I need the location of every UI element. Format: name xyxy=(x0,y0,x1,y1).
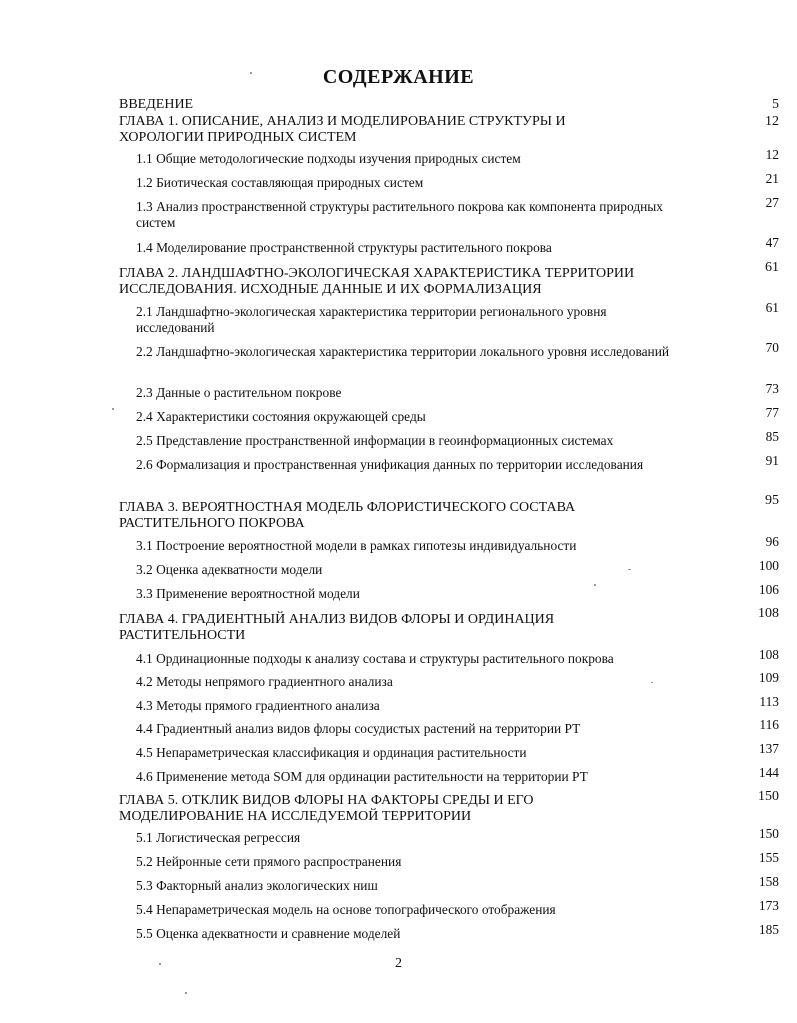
toc-entry-text: 2.5 Представление пространственной информации в геоинформационных системах xyxy=(136,433,614,448)
toc-entry-page: 95 xyxy=(765,493,779,508)
toc-entry-text: 5.4 Непараметрическая модель на основе топографического отображения xyxy=(136,902,556,917)
toc-entry-page: 113 xyxy=(759,694,779,709)
toc-entry-text: ГЛАВА 3. ВЕРОЯТНОСТНАЯ МОДЕЛЬ ФЛОРИСТИЧЕСКОГО СОСТАВА РАСТИТЕЛЬНОГО ПОКРОВА xyxy=(119,500,576,531)
toc-entry-page: 150 xyxy=(758,826,779,841)
toc-entry-text: 1.2 Биотическая составляющая природных систем xyxy=(136,175,424,190)
toc-entry-text: 5.5 Оценка адекватности и сравнение моделей xyxy=(136,926,401,941)
toc-entry-page: 27 xyxy=(765,195,779,210)
page-number: 2 xyxy=(395,956,402,971)
toc-entry-page: 85 xyxy=(765,429,779,444)
toc-entry-text: ГЛАВА 4. ГРАДИЕНТНЫЙ АНАЛИЗ ВИДОВ ФЛОРЫ И ОРДИНАЦИЯ РАСТИТЕЛЬНОСТИ xyxy=(119,612,555,643)
toc-entry-page: 150 xyxy=(758,789,779,804)
toc-entry-text: 5.1 Логистическая регрессия xyxy=(136,830,301,845)
toc-entry-page: 5 xyxy=(772,97,779,112)
toc-entry-page: 91 xyxy=(765,453,779,468)
toc-entry-text: 4.1 Ординационные подходы к анализу состава и структуры растительного покрова xyxy=(136,651,614,666)
toc-entry-page: 185 xyxy=(758,922,779,937)
scan-speck xyxy=(185,992,187,994)
toc-entry-page: 61 xyxy=(765,300,779,315)
toc-entry-text: 2.1 Ландшафтно-экологическая характеристика территории регионального уровня исследований xyxy=(136,304,607,335)
toc-entry-page: 73 xyxy=(765,381,779,396)
toc-entry-page: 96 xyxy=(765,534,779,549)
toc-entry-page: 155 xyxy=(758,850,779,865)
toc-entry-page: 77 xyxy=(765,405,779,420)
toc-entry-text: 2.3 Данные о растительном покрове xyxy=(136,385,342,400)
toc-entry-text: 3.2 Оценка адекватности модели xyxy=(136,562,323,577)
page-title: СОДЕРЖАНИЕ xyxy=(322,66,475,88)
toc-entry-page: 116 xyxy=(759,717,779,732)
scan-speck xyxy=(112,408,114,410)
toc-entry-page: 173 xyxy=(758,898,779,913)
scan-speck xyxy=(651,682,653,683)
toc-entry-page: 100 xyxy=(758,558,779,573)
toc-entry-page: 70 xyxy=(765,340,779,355)
scan-speck xyxy=(594,584,596,586)
toc-entry-text: 4.4 Градиентный анализ видов флоры сосудистых растений на территории РТ xyxy=(136,721,581,736)
toc-entry-text: 4.2 Методы непрямого градиентного анализа xyxy=(136,674,393,689)
toc-entry-page: 158 xyxy=(758,874,779,889)
toc-entry-text: 1.1 Общие методологические подходы изучения природных систем xyxy=(136,151,521,166)
toc-entry-text: ГЛАВА 5. ОТКЛИК ВИДОВ ФЛОРЫ НА ФАКТОРЫ СРЕДЫ И ЕГО МОДЕЛИРОВАНИЕ НА ИССЛЕДУЕМОЙ ТЕРРИТОРИИ xyxy=(119,793,534,824)
toc-entry-text: 2.4 Характеристики состояния окружающей среды xyxy=(136,409,426,424)
toc-entry-page: 106 xyxy=(758,582,779,597)
toc-entry-text: 1.3 Анализ пространственной структуры растительного покрова как компонента природных систем xyxy=(136,199,663,230)
toc-entry-page: 61 xyxy=(765,260,779,275)
scan-speck xyxy=(159,963,161,965)
toc-entry-text: ВВЕДЕНИЕ xyxy=(119,97,194,112)
toc-entry-text: 4.3 Методы прямого градиентного анализа xyxy=(136,698,380,713)
toc-entry-text: ГЛАВА 2. ЛАНДШАФТНО-ЭКОЛОГИЧЕСКАЯ ХАРАКТЕРИСТИКА ТЕРРИТОРИИ ИССЛЕДОВАНИЯ. ИСХОДНЫЕ ДАННЫЕ И ИХ ФОРМАЛИЗАЦИЯ xyxy=(119,266,635,297)
toc-entry-page: 109 xyxy=(758,670,779,685)
toc-entry-text: 5.3 Факторный анализ экологических ниш xyxy=(136,878,378,893)
toc-entry-text: 2.2 Ландшафтно-экологическая характеристика территории локального уровня исследований xyxy=(136,344,670,359)
toc-entry-page: 137 xyxy=(758,741,779,756)
scan-speck xyxy=(628,569,631,570)
toc-entry-page: 12 xyxy=(765,114,779,129)
toc-entry-page: 47 xyxy=(765,235,779,250)
toc-entry-text: 2.6 Формализация и пространственная унификация данных по территории исследования xyxy=(136,457,644,472)
toc-entry-page: 12 xyxy=(765,147,779,162)
toc-entry-page: 108 xyxy=(758,606,779,621)
toc-entry-text: 4.5 Непараметрическая классификация и ординация растительности xyxy=(136,745,527,760)
toc-entry-text: 1.4 Моделирование пространственной структуры растительного покрова xyxy=(136,240,552,255)
toc-entry-text: 3.3 Применение вероятностной модели xyxy=(136,586,360,601)
toc-entry-text: 3.1 Построение вероятностной модели в рамках гипотезы индивидуальности xyxy=(136,538,577,553)
scan-speck xyxy=(250,72,252,74)
toc-entry-text: 5.2 Нейронные сети прямого распространения xyxy=(136,854,402,869)
toc-entry-page: 21 xyxy=(765,171,779,186)
toc-entry-page: 108 xyxy=(758,647,779,662)
toc-entry-text: 4.6 Применение метода SOM для ординации растительности на территории РТ xyxy=(136,769,588,784)
toc-entry-text: ГЛАВА 1. ОПИСАНИЕ, АНАЛИЗ И МОДЕЛИРОВАНИЕ СТРУКТУРЫ И ХОРОЛОГИИ ПРИРОДНЫХ СИСТЕМ xyxy=(119,114,566,145)
toc-entry-page: 144 xyxy=(758,765,779,780)
